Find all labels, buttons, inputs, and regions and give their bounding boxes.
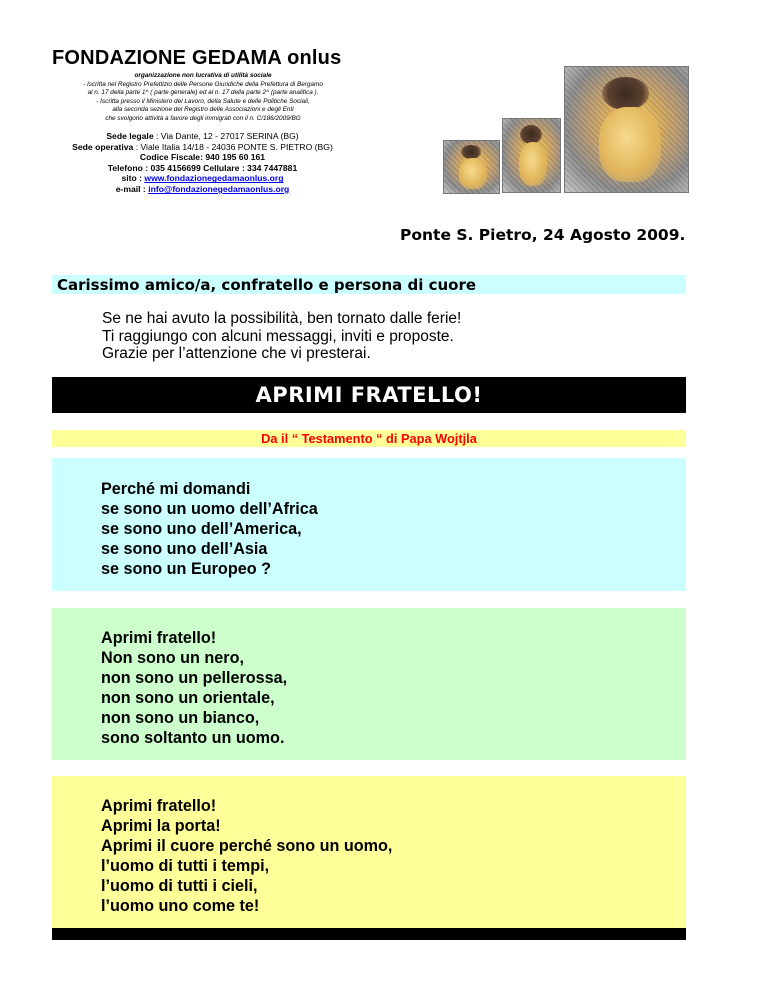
stanza-1 — [101, 479, 318, 579]
intro-paragraph — [102, 310, 461, 363]
email-label: e-mail : — [115, 183, 149, 194]
sede-legale-value: : Via Dante, 12 - 27017 SERINA (BG) — [153, 131, 299, 141]
org-subtitle-line: alla seconda sezione del Registro delle Associazioni e degli Enti — [112, 106, 294, 114]
intro-line: Ti raggiungo con alcuni messaggi, inviti e proposte. — [102, 327, 454, 345]
org-description — [58, 72, 348, 124]
woman-portrait-large-image — [564, 66, 689, 193]
stanza-line: sono soltanto un uomo. — [101, 729, 285, 747]
stanza-line: non sono un orientale, — [101, 689, 275, 707]
stanza-line: Aprimi il cuore perché sono un uomo, — [101, 837, 393, 855]
sede-operativa — [60, 142, 345, 153]
stanza-line: Non sono un nero, — [101, 649, 244, 667]
stanza-line: Aprimi fratello! — [101, 797, 217, 815]
poem-title: APRIMI FRATELLO! — [255, 383, 483, 407]
org-subtitle-line: - Iscritta presso il Ministero del Lavoro, della Salute e delle Politiche Sociali, — [96, 97, 310, 105]
stanza-line: Aprimi la porta! — [101, 817, 221, 835]
stanza-line: l’uomo di tutti i tempi, — [101, 857, 270, 875]
sede-legale-label: Sede legale — [106, 131, 154, 141]
stanza-3 — [101, 796, 392, 916]
intro-line: Grazie per l’attenzione che vi presterai. — [102, 345, 371, 362]
stanza-line: l’uomo di tutti i cieli, — [101, 877, 258, 895]
sito — [60, 173, 345, 184]
org-subtitle-line: al n. 17 della parte 1^ ( parte generale) ed al n. 17 della parte 2^ (parte analitica ). — [87, 89, 319, 97]
stanza-line: se sono uno dell’America, — [101, 520, 302, 538]
poem-source: Da il “ Testamento “ di Papa Wojtjla — [261, 431, 477, 446]
org-name: FONDAZIONE GEDAMA onlus — [52, 47, 342, 69]
stanza-line: non sono un pellerossa, — [101, 669, 288, 687]
sede-operativa-label: Sede operativa — [72, 141, 134, 152]
stanza-2 — [101, 628, 287, 748]
sede-legale — [60, 131, 345, 142]
sito-label: sito : — [121, 173, 145, 184]
org-subtitle-line: - Iscritta nel Registro Prefettizio delle Persone Giuridiche della Prefettura di Bergamo — [83, 80, 323, 88]
stanza-line: Perché mi domandi — [101, 480, 251, 498]
email — [60, 184, 345, 195]
email-link[interactable]: info@fondazionegedamaonlus.org — [148, 183, 290, 194]
stanza-line: non sono un bianco, — [101, 709, 260, 727]
stanza-line: Aprimi fratello! — [101, 629, 217, 647]
contact-block — [60, 131, 345, 195]
intro-line: Se ne hai avuto la possibilità, ben tornato dalle ferie! — [102, 310, 462, 327]
telefono: Telefono : 035 4156699 Cellulare : 334 7447881 — [107, 162, 298, 173]
stanza-line: se sono un Europeo ? — [101, 560, 271, 578]
greeting: Carissimo amico/a, confratello e persona di cuore — [57, 276, 477, 294]
stanza-line: l’uomo uno come te! — [101, 897, 260, 915]
website-link[interactable]: www.fondazionegedamaonlus.org — [144, 173, 284, 184]
org-subtitle-line: che svolgono attività a favore degli immigrati con il n. C/186/2009/BG — [105, 114, 301, 122]
woman-portrait-medium-image — [502, 118, 561, 193]
bottom-bar — [52, 928, 686, 940]
codice-fiscale: Codice Fiscale: 940 195 60 161 — [139, 152, 266, 163]
woman-portrait-small-image — [443, 140, 500, 194]
sede-operativa-value: : Viale Italia 14/18 - 24036 PONTE S. PIETRO (BG) — [133, 141, 333, 152]
stanza-line: se sono uno dell’Asia — [101, 540, 268, 558]
date-line: Ponte S. Pietro, 24 Agosto 2009. — [400, 226, 686, 244]
org-subtitle-line: organizzazione non lucrativa di utilità sociale — [134, 72, 272, 79]
stanza-line: se sono un uomo dell’Africa — [101, 500, 318, 518]
